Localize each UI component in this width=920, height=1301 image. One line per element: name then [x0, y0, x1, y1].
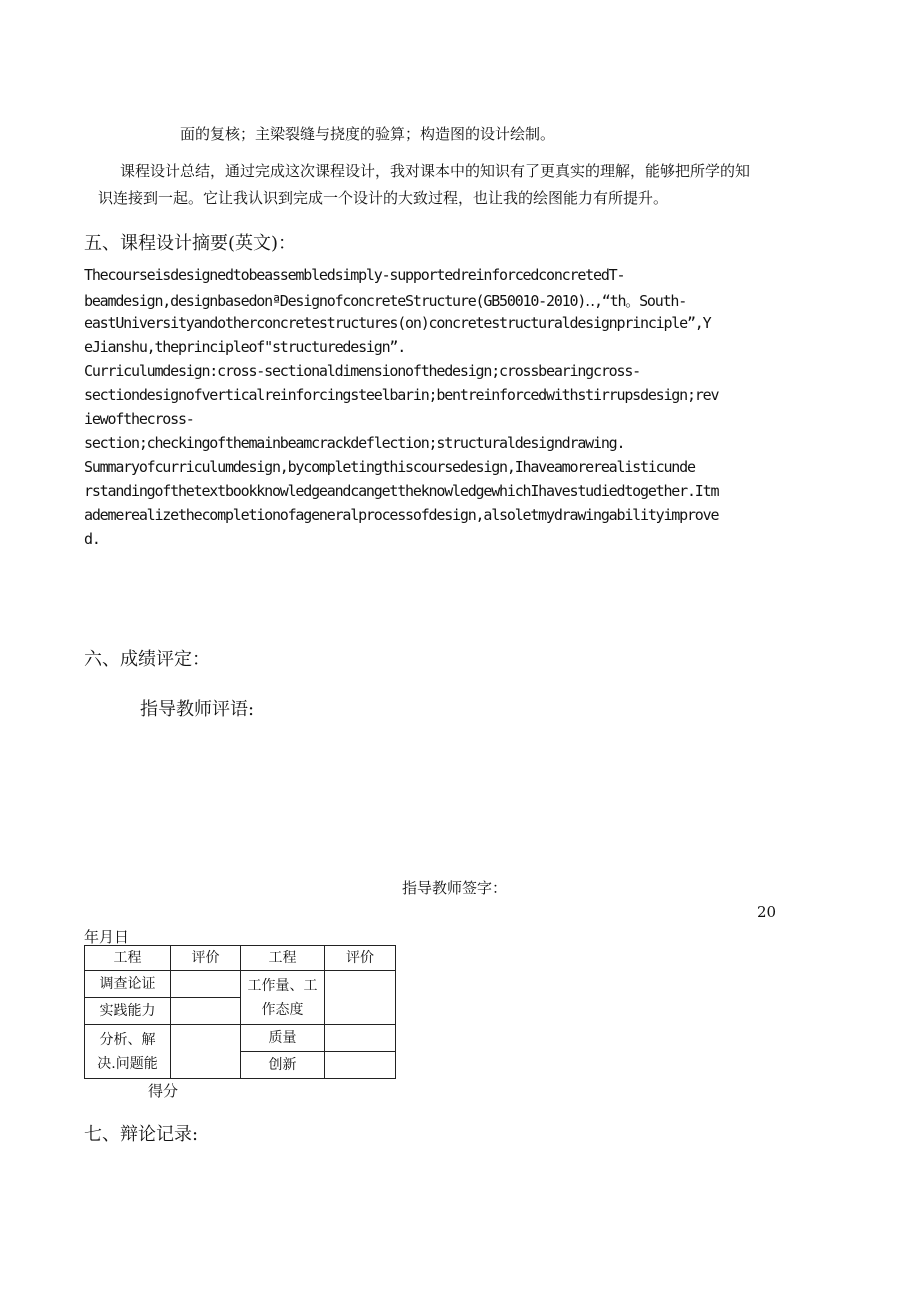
- english-line: sectiondesignofverticalreinforcingsteelbarin;bentreinforcedwithstirrupsdesign;rev: [84, 386, 719, 404]
- criterion-quality: 质量: [241, 1025, 325, 1052]
- header-eval: 评价: [171, 946, 241, 971]
- grading-table: [84, 945, 396, 1079]
- eval-cell: [171, 998, 241, 1025]
- date-label: 年月日: [84, 928, 130, 946]
- criterion-innovation: 创新: [241, 1052, 325, 1079]
- eval-cell: [325, 1052, 396, 1079]
- header-item: 工程: [85, 946, 171, 971]
- year-prefix: 20: [757, 903, 777, 921]
- eval-cell: [325, 971, 396, 1025]
- criterion-research: 调查论证: [85, 971, 171, 998]
- criterion-analysis-line2: 决.问题能: [97, 1055, 158, 1072]
- summary-line-1: 面的复核；主梁裂缝与挠度的验算；构造图的设计绘制。: [180, 125, 556, 143]
- section-five-heading: 五、课程设计摘要(英文)：: [84, 233, 297, 254]
- english-line: rstandingofthetextbookknowledgeandcangettheknowledgewhichIhavestudiedtogether.Itm: [84, 482, 719, 500]
- english-line: d.: [84, 530, 100, 548]
- summary-line-3: 识连接到一起。它让我认识到完成一个设计的大致过程，也让我的绘图能力有所提升。: [98, 189, 669, 207]
- criterion-workload-line2: 作态度: [261, 1001, 304, 1018]
- eval-cell: [171, 971, 241, 998]
- criterion-workload-line1: 工作量、工: [247, 977, 318, 994]
- eval-cell: [171, 1025, 241, 1079]
- english-line: Curriculumdesign:cross-sectionaldimensionofthedesign;crossbearingcross-: [84, 362, 640, 380]
- table-row: [85, 971, 396, 998]
- teacher-comment-label: 指导教师评语:: [140, 699, 255, 720]
- english-line: ademerealizethecompletionofageneralprocessofdesign,alsoletmydrawingabilityimprove: [84, 506, 719, 524]
- table-header-row: [85, 946, 396, 971]
- table-row: [85, 1025, 396, 1052]
- section-six-heading: 六、成绩评定：: [84, 649, 210, 670]
- english-line: iewofthecross-: [84, 410, 194, 428]
- score-label: 得分: [148, 1082, 179, 1100]
- section-seven-heading: 七、辩论记录:: [84, 1124, 199, 1145]
- header-item: 工程: [241, 946, 325, 971]
- english-line: eastUniversityandotherconcretestructures(on)concretestructuraldesignprinciple”,Y: [84, 314, 711, 332]
- english-line: section;checkingofthemainbeamcrackdeflection;structuraldesigndrawing.: [84, 434, 625, 452]
- teacher-signature-label: 指导教师签字：: [402, 879, 508, 897]
- english-line: Thecourseisdesignedtobeassembledsimply-supportedreinforcedconcretedT-: [84, 266, 625, 284]
- criterion-workload: [241, 971, 325, 1025]
- english-line: beamdesign,designbasedonªDesignofconcreteStructure(GB50010-2010)‥,“th。South-: [84, 292, 687, 310]
- header-eval: 评价: [325, 946, 396, 971]
- english-line: eJianshu,theprincipleof"structuredesign”.: [84, 338, 406, 356]
- english-line: Summaryofcurriculumdesign,bycompletingthiscoursedesign,Ihaveamorerealisticunde: [84, 458, 695, 476]
- criterion-analysis: [85, 1025, 171, 1079]
- criterion-analysis-line1: 分析、解: [99, 1031, 156, 1048]
- summary-line-2: 课程设计总结，通过完成这次课程设计，我对课本中的知识有了更真实的理解，能够把所学的知: [120, 162, 751, 180]
- criterion-practice: 实践能力: [85, 998, 171, 1025]
- eval-cell: [325, 1025, 396, 1052]
